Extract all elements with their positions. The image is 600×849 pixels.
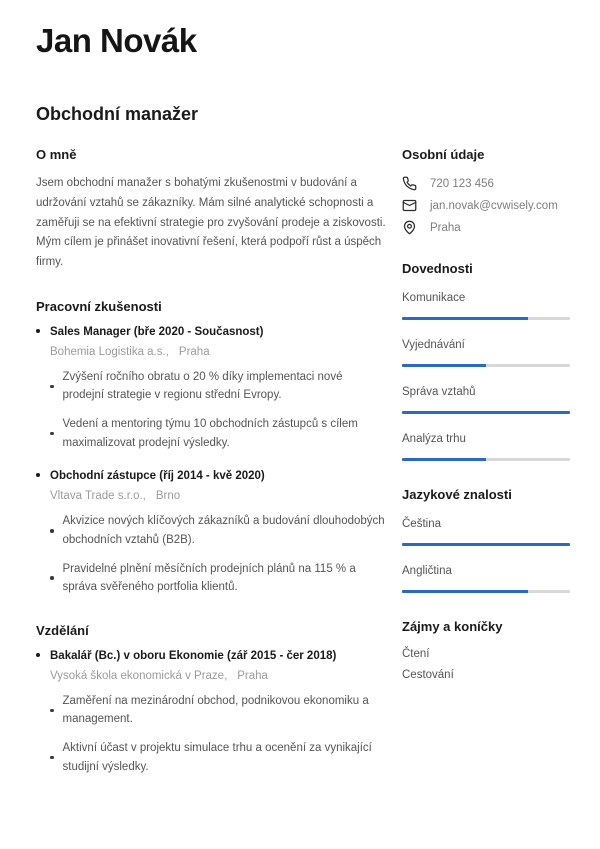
- list-item: [50, 368, 386, 405]
- bullet-text: Vedení a mentoring týmu 10 obchodních zástupců s cílem maximalizovat prodejní výsledky.: [62, 418, 358, 449]
- skill-bar-track: [402, 364, 570, 367]
- entry-bullets: [50, 368, 386, 453]
- languages-heading: Jazykové znalosti: [402, 487, 512, 502]
- entry-title: Obchodní zástupce (říj 2014 - kvě 2020): [50, 470, 265, 483]
- bullet-dot-icon: [50, 529, 54, 533]
- person-job-title: Obchodní manažer: [36, 104, 199, 124]
- skill-label: Správa vztahů: [402, 386, 476, 398]
- company-city: Praha: [178, 345, 210, 358]
- bullet-dot-icon: [50, 756, 54, 760]
- skills-section: [402, 261, 570, 461]
- bullet-text: Pravidelné plnění měsíčních prodejních plánů na 115 % a správa svěřeného portfolia klientů.: [62, 562, 356, 594]
- list-item: [50, 512, 386, 549]
- bullet-dot-icon: [36, 329, 40, 333]
- bullet-text: Zvýšení ročního obratu o 20 % díky implementaci nové prodejní strategie v regionu střední Evropy.: [62, 370, 343, 402]
- email-icon: [402, 198, 417, 213]
- entry-bullets: [50, 692, 386, 777]
- language-bar-track: [402, 543, 570, 546]
- bullet-dot-icon: [50, 576, 54, 580]
- location-value: Praha: [430, 221, 461, 234]
- entry-title-row: [36, 650, 386, 662]
- entry-organization: [50, 490, 386, 502]
- bullet-dot-icon: [50, 432, 54, 436]
- skill-bar-fill: [402, 364, 486, 367]
- sidebar-column: [402, 147, 570, 794]
- experience-section: [36, 299, 386, 597]
- hobby-item: Čtení: [402, 648, 430, 660]
- person-name: Jan Novák: [36, 22, 197, 59]
- experience-entry: [36, 326, 386, 453]
- entry-title-row: [36, 470, 386, 482]
- experience-heading: Pracovní zkušenosti: [36, 298, 162, 314]
- company-name: Vltava Trade s.r.o.,: [50, 490, 146, 503]
- hobbies-heading: Zájmy a koníčky: [402, 619, 503, 634]
- school-city: Praha: [237, 669, 268, 682]
- language-label: Angličtina: [402, 565, 452, 577]
- skill-bar-track: [402, 458, 570, 461]
- contact-list: [402, 176, 570, 235]
- about-section: [36, 147, 386, 273]
- languages-section: [402, 487, 570, 593]
- phone-icon: [402, 176, 417, 191]
- entry-title: Bakalář (Bc.) v oboru Ekonomie (zář 2015 - čer 2018): [50, 649, 337, 662]
- main-column: [36, 147, 386, 794]
- bullet-text: Akvizice nových klíčových zákazníků a budování dlouhodobých obchodních vztahů (B2B).: [62, 515, 385, 546]
- company-city: Brno: [155, 490, 181, 503]
- location-row: [402, 220, 570, 235]
- about-text: Jsem obchodní manažer s bohatými zkušenostmi v budování a udržování vztahů se zákazníky. Mám silné analytické schopnosti a zaměřuji se na efektivní strategie pro zvyšování prodeje a ziskovosti. Mým cílem je přinášet inovativní řešení, která podpoří růst a úspěch firmy.: [36, 177, 386, 269]
- bullet-dot-icon: [50, 385, 54, 389]
- language-label: Čeština: [402, 518, 441, 530]
- education-section: [36, 623, 386, 777]
- hobby-item: Cestování: [402, 669, 454, 682]
- skill-bar-fill: [402, 458, 486, 461]
- email-value: jan.novak@cvwisely.com: [430, 199, 558, 212]
- location-pin-icon: [402, 220, 417, 235]
- education-heading: Vzdělání: [36, 622, 89, 638]
- content-columns: [36, 147, 570, 794]
- personal-details-heading: Osobní údaje: [402, 147, 485, 162]
- school-name: Vysoká škola ekonomická v Praze,: [50, 669, 228, 682]
- education-entry: [36, 650, 386, 777]
- skill-bar-fill: [402, 411, 570, 414]
- phone-row: [402, 176, 570, 191]
- skill-label: Komunikace: [402, 292, 466, 304]
- skill-item: [402, 292, 570, 320]
- hobbies-section: [402, 619, 570, 685]
- bullet-text: Aktivní účast v projektu simulace trhu a ocenění za vynikající studijní výsledky.: [62, 742, 372, 773]
- entry-bullets: [50, 512, 386, 597]
- skill-label: Vyjednávání: [402, 339, 465, 351]
- company-name: Bohemia Logistika a.s.,: [50, 345, 169, 358]
- list-item: [50, 415, 386, 452]
- bullet-dot-icon: [36, 653, 40, 657]
- skill-item: [402, 339, 570, 367]
- language-item: [402, 518, 570, 546]
- entry-title-row: [36, 326, 386, 338]
- experience-entry: [36, 470, 386, 597]
- phone-value: 720 123 456: [430, 177, 494, 190]
- language-item: [402, 565, 570, 593]
- skills-heading: Dovednosti: [402, 261, 473, 276]
- entry-organization: [50, 346, 386, 358]
- bullet-dot-icon: [36, 473, 40, 477]
- entry-title: Sales Manager (bře 2020 - Současnost): [50, 325, 264, 338]
- skill-bar-fill: [402, 317, 528, 320]
- skill-item: [402, 386, 570, 414]
- about-heading: O mně: [36, 147, 77, 162]
- personal-details-section: [402, 147, 570, 235]
- list-item: [50, 739, 386, 776]
- language-bar-fill: [402, 543, 570, 546]
- email-row: [402, 198, 570, 213]
- language-bar-track: [402, 590, 570, 593]
- entry-organization: [50, 670, 386, 682]
- bullet-text: Zaměření na mezinárodní obchod, podnikovou ekonomiku a management.: [62, 694, 369, 726]
- bullet-dot-icon: [50, 709, 54, 713]
- skill-bar-track: [402, 317, 570, 320]
- skill-item: [402, 433, 570, 461]
- skill-label: Analýza trhu: [402, 433, 466, 445]
- list-item: [50, 692, 386, 729]
- list-item: [50, 560, 386, 597]
- skill-bar-track: [402, 411, 570, 414]
- language-bar-fill: [402, 590, 528, 593]
